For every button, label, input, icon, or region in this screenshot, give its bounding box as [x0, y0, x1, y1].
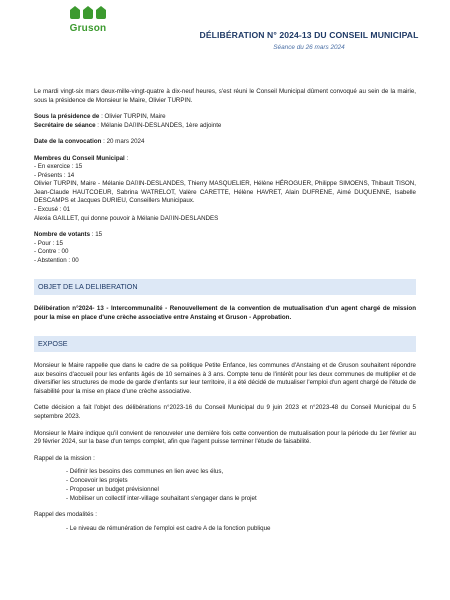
membres-en-exercice: - En exercice : 15 — [34, 163, 83, 171]
expose-paragraph-1: Monsieur le Maire rappelle que dans le cadre de sa politique Petite Enfance, les communes d'Anstaing et de Gruson souhaitent répondre aux besoins d'accueil pour les enfants âgés de 10 semaines à 3 ans. Compte tenu de l'intérêt pour les deux communes de multiplier et de diversifier les structures de mode de garde d'enfants sur leur territoire, il a été décidé de mutualiser l'emploi d'un agent chargé de l'étude de faisabilité pour la mise en place d'une crèche associative. — [34, 362, 416, 395]
list-item: - Concevoir les projets — [66, 476, 128, 484]
votants-value: : 15 — [90, 231, 103, 239]
presidence-value: : Olivier TURPIN, Maire — [99, 113, 166, 121]
votants-label: Nombre de votants — [34, 231, 91, 239]
secretaire-value: : Mélanie DA⌷IN-DESLANDES, 1ère adjointe — [95, 121, 222, 129]
document-header — [34, 0, 419, 70]
membres-presents: - Présents : 14 — [34, 171, 75, 179]
modalites-list — [34, 525, 416, 534]
modalites-label: Rappel des modalités : — [34, 511, 97, 519]
convocation-value: : 20 mars 2024 — [101, 138, 145, 146]
membres-excuse: - Excusé : 01 — [34, 206, 71, 214]
membres-suffix: : — [124, 154, 129, 162]
presidence-line — [34, 113, 416, 122]
mission-list — [34, 468, 416, 503]
membres-label: Membres du Conseil Municipal — [34, 154, 125, 162]
objet-text: Délibération n°2024- 13 - Intercommunalité - Renouvellement de la convention de mutualisation d'un agent chargé de mission pour la mise en place d'une crèche associative entre Anstaing et Gruson - Approbation. — [34, 305, 416, 321]
page-subtitle: Séance du 26 mars 2024 — [273, 43, 345, 51]
objet-section-heading: OBJET DE LA DELIBERATION — [34, 279, 416, 295]
page-title: DÉLIBÉRATION N° 2024-13 DU CONSEIL MUNICIPAL — [199, 30, 419, 40]
votants-heading — [34, 231, 416, 240]
gruson-logo — [68, 6, 108, 36]
list-item: - Mobiliser un collectif inter-village souhaitant s'engager dans le projet — [66, 494, 257, 502]
convocation-line — [34, 138, 416, 147]
expose-paragraph-2: Cette décision a fait l'objet des délibérations n°2023-16 du Conseil Municipal du 9 juin 2023 et n°2023-48 du Conseil Municipal du 5 septembre 2023. — [34, 404, 416, 420]
membres-heading — [34, 155, 416, 164]
votants-pour: - Pour : 15 — [34, 239, 63, 247]
logo-emblem-icon — [68, 6, 108, 19]
membres-pouvoir: Alexia GAILLET, qui donne pouvoir à Mélanie DA⌷IN-DESLANDES — [34, 214, 219, 222]
expose-paragraph-3: Monsieur le Maire indique qu'il convient de renouveler une dernière fois cette convention de mutualisation pour la période du 1er février au 29 février 2024, sur la base d'un temps complet, afin que l'agent puisse terminer l'étude de faisabilité. — [34, 429, 416, 446]
secretaire-line — [34, 122, 416, 131]
intro-paragraph: Le mardi vingt-six mars deux-mille-vingt-quatre à dix-neuf heures, s'est réuni le Conseil Municipal dûment convoqué au sein de la mairie, sous la présidence de Monsieur le Maire, Olivier TURPIN. — [34, 88, 416, 104]
votants-contre: - Contre : 00 — [34, 248, 69, 256]
convocation-label: Date de la convocation — [34, 138, 102, 146]
list-item: - Le niveau de rémunération de l'emploi est cadre A de la fonction publique — [66, 524, 271, 532]
mission-label: Rappel de la mission : — [34, 454, 95, 462]
list-item: - Proposer un budget prévisionnel — [66, 485, 159, 493]
list-item: - Définir les besoins des communes en lien avec les élus, — [66, 468, 224, 476]
title-block — [164, 30, 450, 53]
expose-section-heading: EXPOSE — [34, 336, 416, 352]
presidence-label: Sous la présidence de — [34, 113, 100, 121]
votants-abstention: - Abstention : 00 — [34, 256, 79, 264]
logo-text: Gruson — [69, 23, 107, 34]
secretaire-label: Secrétaire de séance — [34, 121, 96, 129]
membres-names: Olivier TURPIN, Maire - Mélanie DA⌷IN-DESLANDES, Thierry MASQUELIER, Hélène HÉROGUER, Philippe SIMOENS, Thibault TISON, Jean-Claude HAUTCOEUR, Sabrina WATRELOT, Valère CARETTE, Hélène HAVRET, Alain DUFRENE, Aimé DUQUENNE, Isabelle DESCAMPS et Jacques DURIEU, Conseillers Municipaux. — [34, 180, 416, 205]
